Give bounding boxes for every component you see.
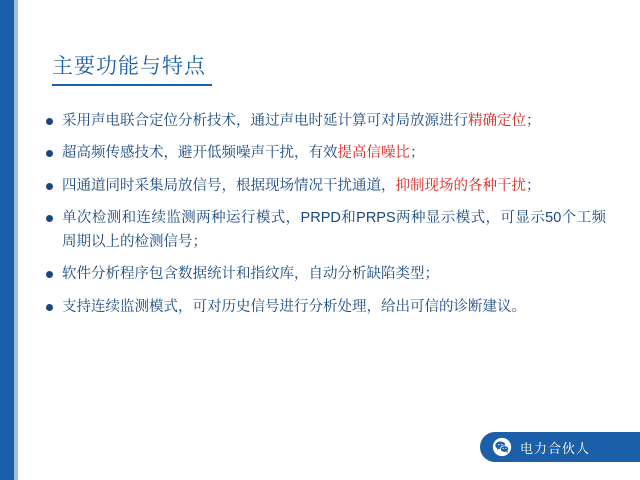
left-accent-bar: [0, 0, 14, 480]
highlighted-text: 抑制现场的各种干扰: [395, 177, 526, 194]
body-text: ；: [410, 145, 425, 162]
list-item: [46, 207, 606, 254]
bullet-dot-icon: [46, 271, 53, 278]
bullet-list: [46, 110, 606, 328]
list-item: [46, 175, 606, 198]
bullet-dot-icon: [46, 183, 53, 190]
body-text: 采用声电联合定位分析技术，通过声电时延计算可对局放源进行: [62, 113, 468, 129]
list-item: [46, 110, 606, 133]
body-text: 四通道同时采集局放信号，根据现场情况干扰通道，: [62, 177, 396, 194]
body-text: 超高频传感技术，避开低频噪声干扰，有效: [62, 145, 338, 162]
body-text: ；: [526, 177, 541, 194]
list-item: [46, 142, 606, 165]
bullet-dot-icon: [46, 215, 53, 222]
bullet-dot-icon: [46, 118, 53, 125]
left-accent-bar-secondary: [14, 0, 18, 480]
body-text: 单次检测和连续监测两种运行模式，PRPD和PRPS两种显示模式，可显示50个工频周期以上的检测信号；: [62, 210, 606, 250]
body-text: 软件分析程序包含数据统计和指纹库，自动分析缺陷类型；: [62, 266, 439, 283]
bullet-dot-icon: [46, 150, 53, 157]
bullet-dot-icon: [46, 304, 53, 311]
highlighted-text: 精确定位: [468, 113, 526, 129]
page-title: 主要功能与特点: [52, 55, 206, 78]
title-underline: [52, 84, 212, 86]
body-text: ；: [526, 113, 541, 129]
list-item: [46, 263, 606, 286]
list-item: [46, 296, 606, 319]
wechat-icon: [492, 437, 512, 457]
logo-text: 电力合伙人: [520, 440, 591, 456]
body-text: 支持连续监测模式，可对历史信号进行分析处理，给出可信的诊断建议。: [62, 298, 526, 315]
logo-badge: [480, 432, 640, 462]
highlighted-text: 提高信噪比: [337, 145, 410, 162]
